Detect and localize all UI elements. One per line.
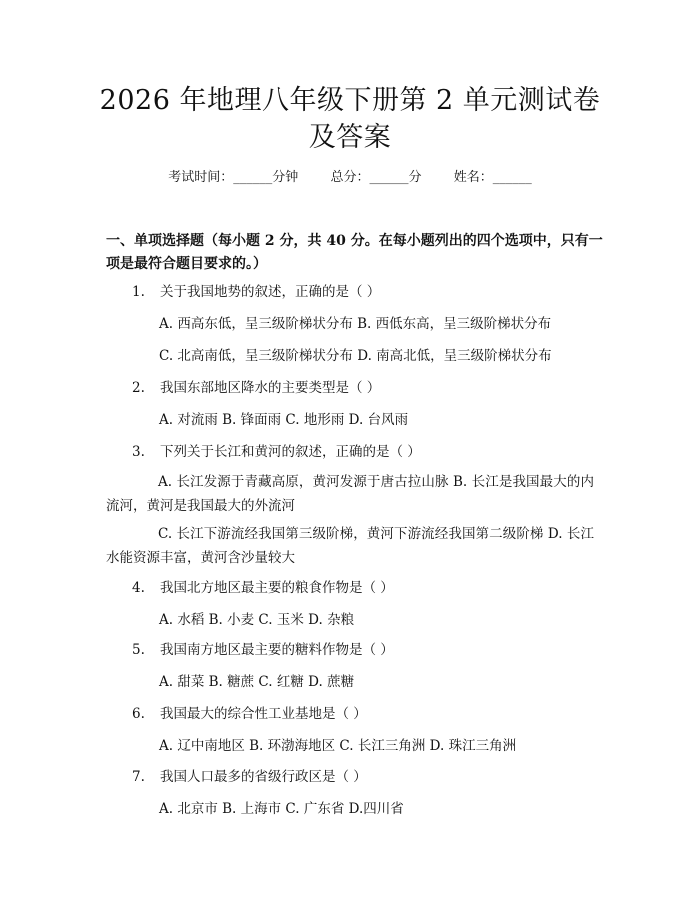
question-1-options-cd: C. 北高南低，呈三级阶梯状分布 D. 南高北低，呈三级阶梯状分布 [159, 348, 552, 364]
question-4-options: A. 水稻 B. 小麦 C. 玉米 D. 杂粮 [159, 612, 355, 628]
exam-info-line [0, 168, 700, 188]
question-text: 我国最大的综合性工业基地是（ ） [160, 706, 367, 722]
question-number: 2. [132, 380, 145, 396]
question-number: 6. [132, 706, 145, 722]
question-number: 5. [132, 642, 145, 658]
question-number: 1. [132, 284, 145, 300]
question-7-options: A. 北京市 B. 上海市 C. 广东省 D.四川省 [159, 801, 404, 817]
question-text: 我国东部地区降水的主要类型是（ ） [160, 380, 381, 396]
question-5-options: A. 甜菜 B. 糖蔗 C. 红糖 D. 蔗糖 [159, 674, 355, 690]
question-text: 我国南方地区最主要的糖料作物是（ ） [160, 642, 394, 658]
total-score-field: 总分：______分 [330, 170, 422, 185]
student-name-field: 姓名：______ [453, 170, 532, 185]
question-3-options-cd: C. 长江下游流经我国第三级阶梯，黄河下游流经我国第二级阶梯 D. 长江水能资源丰富，黄河含沙量较大 [106, 526, 594, 566]
section-heading-single-choice: 一、单项选择题（每小题 2 分，共 40 分。在每小题列出的四个选项中，只有一项是最符合题目要求的。） [106, 233, 603, 272]
question-number: 3. [132, 444, 145, 460]
question-text: 下列关于长江和黄河的叙述，正确的是（ ） [160, 444, 421, 460]
question-text: 我国北方地区最主要的粮食作物是（ ） [160, 580, 394, 596]
question-3-options-ab: A. 长江发源于青藏高原，黄河发源于唐古拉山脉 B. 长江是我国最大的内流河，黄河是我国最大的外流河 [106, 474, 594, 514]
question-1-options-ab: A. 西高东低，呈三级阶梯状分布 B. 西低东高，呈三级阶梯状分布 [159, 316, 552, 332]
page-title: 2026 年地理八年级下册第 2 单元测试卷及答案 [99, 85, 601, 153]
question-number: 4. [132, 580, 145, 596]
question-text: 我国人口最多的省级行政区是（ ） [160, 769, 367, 785]
question-number: 7. [132, 769, 145, 785]
question-text: 关于我国地势的叙述，正确的是（ ） [160, 284, 381, 300]
question-6-options: A. 辽中南地区 B. 环渤海地区 C. 长江三角洲 D. 珠江三角洲 [159, 738, 517, 754]
question-2-options: A. 对流雨 B. 锋面雨 C. 地形雨 D. 台风雨 [159, 412, 409, 428]
exam-time-field: 考试时间：______分钟 [168, 170, 299, 185]
